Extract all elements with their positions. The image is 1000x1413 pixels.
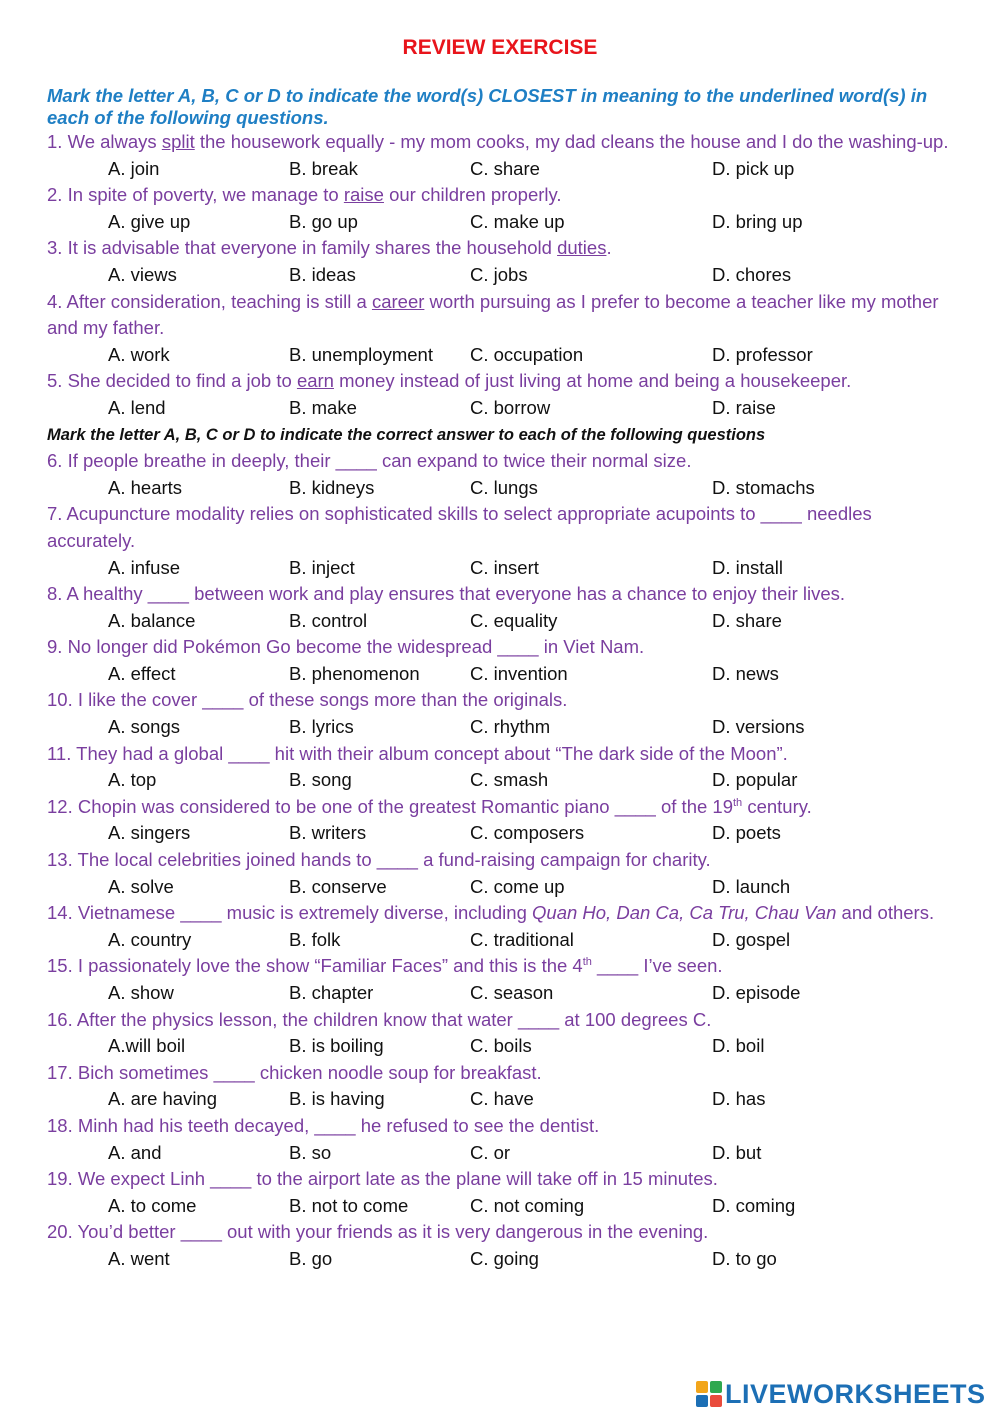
option-d[interactable]: D. versions	[712, 716, 805, 738]
option-c[interactable]: C. season	[470, 982, 554, 1003]
option-c[interactable]: C. boils	[470, 1035, 532, 1057]
option-b[interactable]: B. go	[289, 1247, 333, 1269]
option-a[interactable]: A. country	[108, 928, 192, 950]
question-17: 17. Bich sometimes ____ chicken noodle soup for breakfast.	[47, 1061, 542, 1083]
question-16: 16. After the physics lesson, the children know that water ____ at 100 degrees C.	[47, 1008, 712, 1030]
options-10	[47, 714, 959, 741]
underlined-word: career	[371, 290, 425, 312]
question-1: 1. We always split the housework equally - my mom cooks, my dad cleans the house and I do the washing-up.	[47, 131, 949, 152]
underlined-word: duties	[557, 237, 607, 259]
question-15: 15. I passionately love the show “Familiar Faces” and this is the 4th ____ I’ve seen.	[47, 955, 723, 977]
option-c[interactable]: C. lungs	[470, 476, 538, 498]
option-d[interactable]: D. to go	[712, 1247, 777, 1269]
option-c[interactable]: C. invention	[470, 662, 568, 684]
option-b[interactable]: B. phenomenon	[289, 662, 420, 684]
option-a[interactable]: A. songs	[108, 716, 180, 738]
option-d[interactable]: D. stomachs	[712, 476, 815, 498]
option-d[interactable]: D. pick up	[712, 157, 795, 179]
underlined-word: split	[161, 131, 195, 152]
option-a[interactable]: A. and	[108, 1141, 162, 1163]
option-a[interactable]: A. hearts	[108, 476, 183, 498]
liveworksheets-logo-icon	[696, 1381, 722, 1407]
options-2	[47, 209, 959, 236]
options-18	[47, 1140, 959, 1167]
options-7	[47, 555, 959, 582]
question-13: 13. The local celebrities joined hands to ____ a fund-raising campaign for charity.	[47, 849, 711, 871]
option-b[interactable]: B. lyrics	[289, 716, 354, 738]
option-b[interactable]: B. chapter	[289, 982, 374, 1003]
option-a[interactable]: A. are having	[108, 1088, 218, 1110]
question-12: 12. Chopin was considered to be one of the greatest Romantic piano ____ of the 19th century.	[47, 795, 812, 817]
option-d[interactable]: D. install	[712, 556, 783, 578]
question-3: 3. It is advisable that everyone in family shares the household duties.	[47, 237, 612, 259]
option-b[interactable]: B. so	[289, 1141, 332, 1163]
question-8: 8. A healthy ____ between work and play ensures that everyone has a chance to enjoy their lives.	[47, 583, 846, 605]
question-14: 14. Vietnamese ____ music is extremely diverse, including Quan Ho, Dan Ca, Ca Tru, Chau Van and others.	[47, 902, 935, 924]
option-d[interactable]: D. bring up	[712, 210, 803, 232]
option-b[interactable]: B. control	[289, 609, 368, 631]
option-a[interactable]: A. balance	[108, 609, 196, 631]
option-c[interactable]: C. traditional	[470, 928, 574, 950]
underlined-word: raise	[343, 184, 384, 206]
option-c[interactable]: C. have	[470, 1088, 534, 1110]
options-4	[47, 342, 959, 369]
option-c[interactable]: C. going	[470, 1247, 539, 1269]
options-6	[47, 475, 959, 502]
question-7: 7. Acupuncture modality relies on sophisticated skills to select appropriate acupoints to ____ needles accurately.	[47, 503, 872, 551]
option-b[interactable]: B. break	[289, 157, 358, 179]
option-d[interactable]: D. but	[712, 1141, 762, 1163]
option-d[interactable]: D. professor	[712, 343, 813, 365]
option-d[interactable]: D. share	[712, 609, 782, 631]
logo-text: LIVEWORKSHEETS	[725, 1378, 986, 1409]
option-a[interactable]: A. top	[108, 769, 157, 791]
question-19: 19. We expect Linh ____ to the airport late as the plane will take off in 15 minutes.	[47, 1168, 718, 1190]
option-a[interactable]: A. join	[108, 157, 160, 179]
option-a[interactable]: A. effect	[108, 662, 176, 684]
option-b[interactable]: B. ideas	[289, 263, 356, 285]
question-4: 4. After consideration, teaching is still a career worth pursuing as I prefer to become a teacher like my mother and my father.	[47, 290, 939, 339]
liveworksheets-logo	[696, 1378, 986, 1410]
option-c[interactable]: C. not coming	[470, 1194, 585, 1216]
option-a[interactable]: A. show	[108, 982, 174, 1003]
question-20: 20. You’d better ____ out with your friends as it is very dangerous in the evening.	[47, 1221, 709, 1243]
underlined-word: earn	[296, 370, 334, 392]
option-c[interactable]: C. borrow	[470, 396, 551, 418]
option-a[interactable]: A. singers	[108, 822, 191, 844]
option-d[interactable]: D. poets	[712, 822, 781, 844]
option-c[interactable]: C. equality	[470, 609, 558, 631]
option-d[interactable]: D. popular	[712, 769, 798, 791]
option-b[interactable]: B. kidneys	[289, 476, 375, 498]
question-11: 11. They had a global ____ hit with their album concept about “The dark side of the Moon”.	[47, 742, 788, 764]
option-c[interactable]: C. rhythm	[470, 716, 551, 738]
option-d[interactable]: D. boil	[712, 1035, 765, 1057]
option-b[interactable]: B. is having	[289, 1088, 385, 1110]
option-a[interactable]: A. solve	[108, 875, 174, 897]
question-18: 18. Minh had his teeth decayed, ____ he refused to see the dentist.	[47, 1114, 600, 1136]
option-d[interactable]: D. gospel	[712, 928, 791, 950]
option-a[interactable]: A. lend	[108, 396, 166, 418]
options-20	[47, 1246, 959, 1273]
option-b[interactable]: B. not to come	[289, 1194, 409, 1216]
question-5: 5. She decided to find a job to earn money instead of just living at home and being a housekeeper.	[47, 370, 852, 392]
options-5	[47, 395, 959, 422]
option-b[interactable]: B. inject	[289, 556, 355, 578]
option-a[interactable]: A. went	[108, 1247, 170, 1269]
option-a[interactable]: A. views	[108, 263, 177, 285]
option-d[interactable]: D. raise	[712, 396, 776, 418]
question-6: 6. If people breathe in deeply, their ____ can expand to twice their normal size.	[47, 450, 692, 472]
option-d[interactable]: D. chores	[712, 263, 792, 285]
question-2: 2. In spite of poverty, we manage to raise our children properly.	[47, 184, 562, 206]
option-b[interactable]: B. folk	[289, 928, 341, 950]
question-list	[47, 129, 959, 1273]
option-c[interactable]: C. occupation	[470, 343, 584, 365]
option-a[interactable]: A. infuse	[108, 556, 180, 578]
option-c[interactable]: C. jobs	[470, 263, 528, 285]
options-13	[47, 874, 959, 901]
options-9	[47, 661, 959, 688]
option-c[interactable]: C. make up	[470, 210, 565, 232]
question-9: 9. No longer did Pokémon Go become the widespread ____ in Viet Nam.	[47, 636, 645, 658]
option-c[interactable]: C. smash	[470, 769, 549, 791]
option-d[interactable]: D. launch	[712, 875, 791, 897]
instruction-correct-answer: Mark the letter A, B, C or D to indicate the correct answer to each of the following questions	[47, 425, 766, 444]
option-b[interactable]: B. writers	[289, 822, 367, 844]
options-14	[47, 927, 959, 954]
option-c[interactable]: C. share	[470, 157, 540, 179]
options-12	[47, 820, 959, 847]
option-d[interactable]: D. episode	[712, 982, 801, 1003]
instruction-synonyms: Mark the letter A, B, C or D to indicate the word(s) CLOSEST in meaning to the underlined word(s) in each of the following questions.	[47, 85, 928, 128]
option-d[interactable]: D. coming	[712, 1194, 796, 1216]
option-b[interactable]: B. song	[289, 769, 352, 791]
option-a[interactable]: A. work	[108, 343, 170, 365]
options-11	[47, 767, 959, 794]
option-d[interactable]: D. news	[712, 662, 779, 684]
options-8	[47, 608, 959, 635]
options-3	[47, 262, 959, 289]
options-19	[47, 1193, 959, 1220]
option-b[interactable]: B. conserve	[289, 875, 387, 897]
options-16	[47, 1033, 959, 1060]
option-b[interactable]: B. is boiling	[289, 1035, 384, 1057]
question-10: 10. I like the cover ____ of these songs more than the originals.	[47, 689, 568, 711]
option-a[interactable]: A.will boil	[108, 1035, 186, 1057]
option-c[interactable]: C. insert	[470, 556, 539, 578]
option-d[interactable]: D. has	[712, 1088, 766, 1110]
option-b[interactable]: B. make	[289, 396, 357, 418]
option-c[interactable]: C. or	[470, 1141, 511, 1163]
options-17	[47, 1086, 959, 1113]
option-c[interactable]: C. come up	[470, 875, 565, 897]
options-15	[47, 980, 959, 1007]
option-c[interactable]: C. composers	[470, 822, 585, 844]
option-b[interactable]: B. go up	[289, 210, 358, 232]
option-b[interactable]: B. unemployment	[289, 343, 433, 365]
option-a[interactable]: A. to come	[108, 1194, 197, 1216]
options-1	[47, 156, 959, 183]
option-a[interactable]: A. give up	[108, 210, 191, 232]
page-title: REVIEW EXERCISE	[402, 36, 598, 59]
